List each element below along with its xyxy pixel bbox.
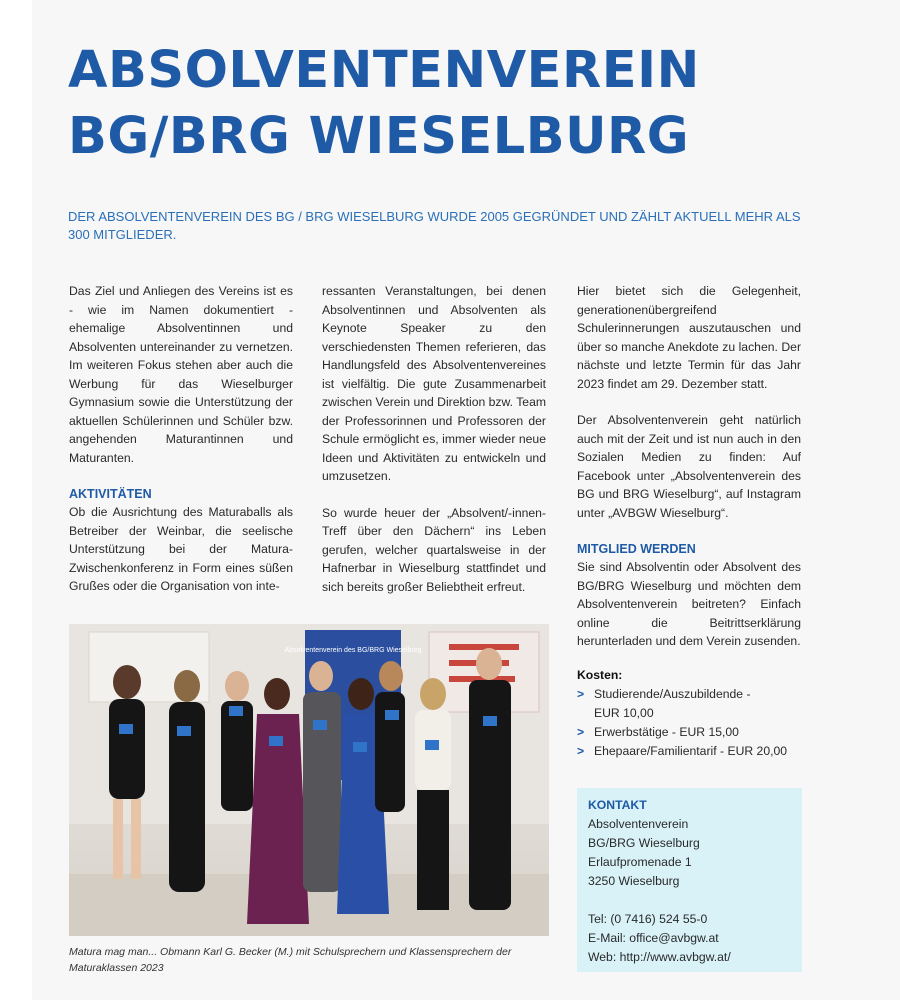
column-1 bbox=[69, 282, 293, 614]
title-line-1: ABSOLVENTENVEREIN bbox=[68, 41, 700, 100]
kontakt-website[interactable]: Web: http://www.avbgw.at/ bbox=[588, 950, 731, 964]
kontakt-street: Erlaufpromenade 1 bbox=[588, 855, 692, 869]
photo-caption: Matura mag man... Obmann Karl G. Becker (M.) mit Schulsprechern und Klassensprechern der Maturaklassen 2023 bbox=[69, 946, 512, 974]
heading-mitglied-werden: MITGLIED WERDEN bbox=[577, 542, 696, 556]
activities-paragraph: Ob die Ausrichtung des Maturaballs als Betreiber der Weinbar, die seelische Unterstützung bei der Matura-Zwischenkonferenz in Form eines süßen Grußes oder die Organisation von inte- bbox=[69, 505, 293, 593]
col3-paragraph-2: Der Absolventenverein geht natürlich auch mit der Zeit und ist nun auch in den Sozialen Medien zu finden: Auf Facebook unter „Absolventenverein des BG und BRG Wieselburg“, auf Instagram unter „AVBGW Wieselburg“. bbox=[577, 413, 801, 520]
chevron-right-icon: > bbox=[577, 687, 585, 701]
column-2 bbox=[322, 282, 546, 614]
col2-paragraph-2: So wurde heuer der „Absolvent/-innen-Treff über den Dächern“ ins Leben gerufen, welcher quartalsweise in der Hafnerbar in Wieselburg stattfindet und sich bereits großer Beliebtheit erfreut. bbox=[322, 505, 546, 594]
kosten-item-label: Studierende/Auszubildende - bbox=[594, 687, 751, 701]
group-photo bbox=[69, 624, 549, 936]
kosten-title: Kosten: bbox=[577, 668, 623, 682]
chevron-right-icon: > bbox=[577, 725, 585, 739]
kosten-list bbox=[577, 685, 817, 761]
banner-text: Absolventenverein des BG/BRG Wieselburg bbox=[284, 647, 422, 654]
kosten-item bbox=[577, 742, 817, 761]
col2-paragraph-1: ressanten Veranstaltungen, bei denen Absolventinnen und Absolventen als Keynote Speaker zu den verschiedensten Themen referieren, das Handlungsfeld des Absolventenvereines ist vielfältig. Die gute Zusammenarbeit zwischen Verein und Direktion bzw. Team der Professorinnen und Professoren der Schule ermöglicht es, immer wieder neue Ideen und Aktivitäten zu entwickeln und umzusetzen. bbox=[322, 284, 547, 483]
kontakt-school: BG/BRG Wieselburg bbox=[588, 836, 700, 850]
kosten-item bbox=[577, 685, 817, 723]
group-photo-illustration bbox=[69, 624, 549, 936]
col3-paragraph-3: Sie sind Absolventin oder Absolvent des BG/BRG Wieselburg und möchten dem Absolventenverein beitreten? Einfach online die Beitrittserklärung herunterladen und dem Verein zusenden. bbox=[577, 560, 801, 648]
kosten-item-price: EUR 10,00 bbox=[594, 706, 654, 720]
column-3 bbox=[577, 282, 801, 669]
heading-aktivitaeten: AKTIVITÄTEN bbox=[69, 487, 152, 501]
kontakt-name: Absolventenverein bbox=[588, 817, 689, 831]
kontakt-phone: Tel: (0 7416) 524 55-0 bbox=[588, 912, 708, 926]
kosten-section bbox=[577, 666, 817, 761]
page-title bbox=[68, 38, 828, 170]
kontakt-email[interactable]: E-Mail: office@avbgw.at bbox=[588, 931, 719, 945]
intro-paragraph: Das Ziel und Anliegen des Vereins ist es - wie im Namen dokumentiert - ehemalige Absolventinnen und Absolventen untereinander zu vernetzen. Im weiteren Fokus stehen aber auch die Werbung für das Wieselburger Gymnasium sowie die Unterstützung der aktuellen Schülerinnen und Schüler bzw. angehenden Maturantinnen und Maturanten. bbox=[69, 284, 293, 465]
chevron-right-icon: > bbox=[577, 744, 585, 758]
kontakt-city: 3250 Wieselburg bbox=[588, 874, 680, 888]
kontakt-title: KONTAKT bbox=[588, 798, 647, 812]
kosten-item-label: Ehepaare/Familientarif - EUR 20,00 bbox=[594, 744, 788, 758]
kosten-item bbox=[577, 723, 817, 742]
kontakt-box bbox=[577, 788, 802, 972]
lead-paragraph: DER ABSOLVENTENVEREIN DES BG / BRG WIESELBURG WURDE 2005 GEGRÜNDET UND ZÄHLT AKTUELL MEHR ALS 300 MITGLIEDER. bbox=[68, 209, 801, 242]
kosten-item-label: Erwerbstätige - EUR 15,00 bbox=[594, 725, 739, 739]
title-line-2: BG/BRG WIESELBURG bbox=[68, 107, 690, 166]
col3-paragraph-1: Hier bietet sich die Gelegenheit, generationenübergreifend Schulerinnerungen auszutauschen und über so manche Anekdote zu lachen. Der nächste und letzte Termin für das Jahr 2023 findet am 29. Dezember statt. bbox=[577, 284, 801, 391]
